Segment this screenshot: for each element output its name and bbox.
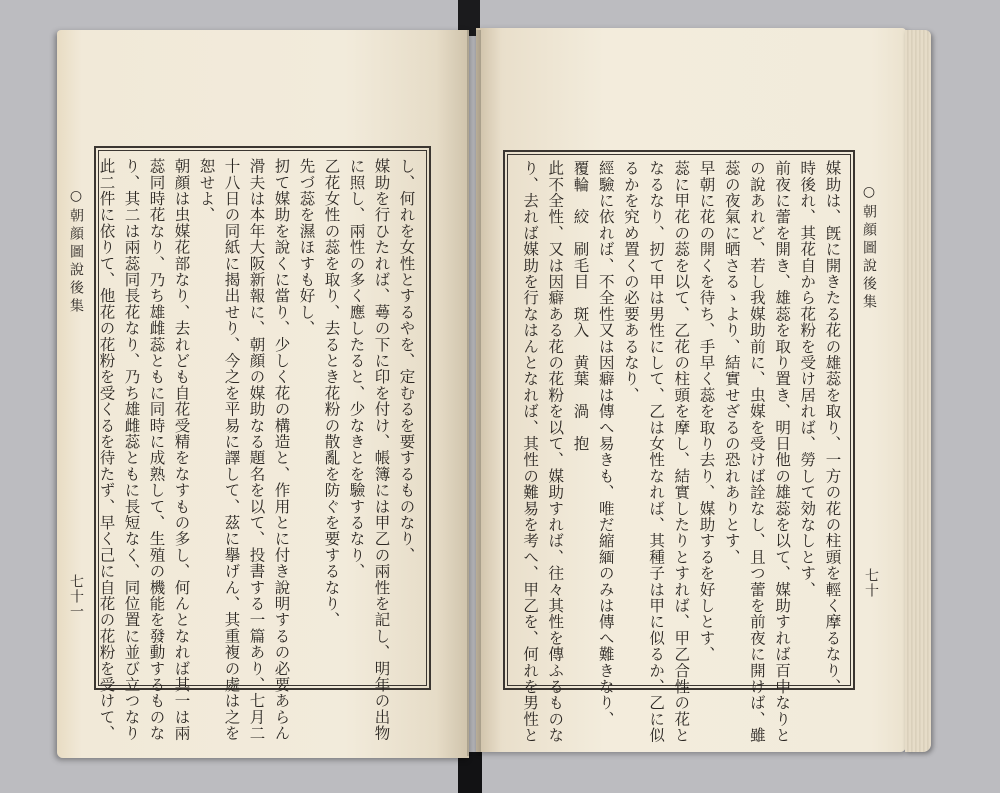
- text-column: 滑夫は本年大阪新報に、朝顔の媒助なる題名を以て、投書する一篇あり、七月二: [247, 158, 266, 742]
- text-column: 媒助を行ひたれば、蕚の下に印を付け、帳簿には甲乙の兩性を記し、明年の出物: [372, 158, 391, 742]
- text-column: 先づ蕊を濕ほすも好し、: [297, 158, 316, 337]
- text-column: に照し、兩性の多く應したると、少なきとを驗するなり、: [347, 158, 366, 580]
- text-column: り、其二は兩蕊同長花なり、乃ち雄雌蕊ともに長短なく、同位置に並び立つなり: [122, 158, 141, 742]
- left-folio: 七十一: [68, 574, 84, 619]
- text-column: 蕊の夜氣に晒さるゝより、結實せざるの恐れありとす、: [722, 160, 741, 565]
- text-column: 朝顔は虫媒花部なり、去れども自花受精をなすもの多し、何んとなれば其一は兩: [172, 158, 191, 742]
- text-column: るかを究め置くの必要あるなり、: [621, 160, 640, 403]
- text-column: 蕊同時花なり、乃ち雄雌蕊ともに同時に成熟して、生殖の機能を發動するものな: [147, 158, 166, 742]
- text-column: 蕊に甲花の蕊を以て、乙花の柱頭を摩し、結實したりとすれば、甲乙合性の花と: [672, 160, 691, 744]
- text-column: 覆輪 絞 刷毛目 斑入 黄葉 渦 抱: [571, 160, 590, 452]
- text-column: 扨て媒助を說くに當り、少しく花の構造と、作用とに付き說明するの必要あらん: [272, 158, 291, 742]
- text-column: 十八日の同紙に揭出せり、今之を平易に譯して、茲に擧げん、其重複の處は之を: [222, 158, 241, 742]
- page-stack-edge: [905, 30, 931, 752]
- text-column: の說あれど、若し我媒助前に、虫媒を受けば詮なし、且つ蕾を前夜に開けば、雖: [747, 160, 766, 744]
- text-column: 媒助は、旣に開きたる花の雄蕊を取り、一方の花の柱頭を輕く摩るなり、: [823, 160, 842, 695]
- right-folio: 七十: [863, 568, 879, 598]
- text-column: 前夜に蕾を開き、雄蕊を取り置き、明日他の雄蕊を以て、媒助すれば百中なりと: [773, 160, 792, 744]
- text-column: 此二件に依りて、他花の花粉を受くるを待たず、早く己に自花の花粉を受けて、: [97, 158, 116, 742]
- right-running-head: ○朝顔圖說後集: [861, 184, 877, 312]
- text-column: り、去れば媒助を行なはんとなれば、其性の難易を考へ、甲乙を、何れを男性と: [521, 160, 540, 744]
- text-column: し、何れを女性とするやを、定むるを要するものなり、: [397, 158, 416, 563]
- text-column: 乙花女性の蕊を取り、去るとき花粉の散亂を防ぐを要するなり、: [322, 158, 341, 628]
- text-column: 此不全性、又は因癖ある花の花粉を以て、媒助すれば、往々其性を傳ふるものな: [546, 160, 565, 744]
- left-running-head: ○朝顔圖說後集: [68, 188, 84, 316]
- text-column: 早朝に花の開くを待ち、手早く蕊を取り去り、媒助するを好しとす、: [697, 160, 716, 663]
- book-spine-bottom: [458, 752, 482, 793]
- text-column: 時後れ、其花自から花粉を受け居れば、勞して効なしとす、: [798, 160, 817, 598]
- text-column: なるなり、扨て甲は男性にして、乙は女性なれば、其種子は甲に似るか、乙に似: [647, 160, 666, 744]
- book-gutter: [467, 30, 481, 756]
- text-column: 恕せよ、: [197, 158, 216, 223]
- text-column: 經驗に依れば、不全性又は因癖は傳へ易きも、唯だ縮緬のみは傳へ難きなり、: [596, 160, 615, 727]
